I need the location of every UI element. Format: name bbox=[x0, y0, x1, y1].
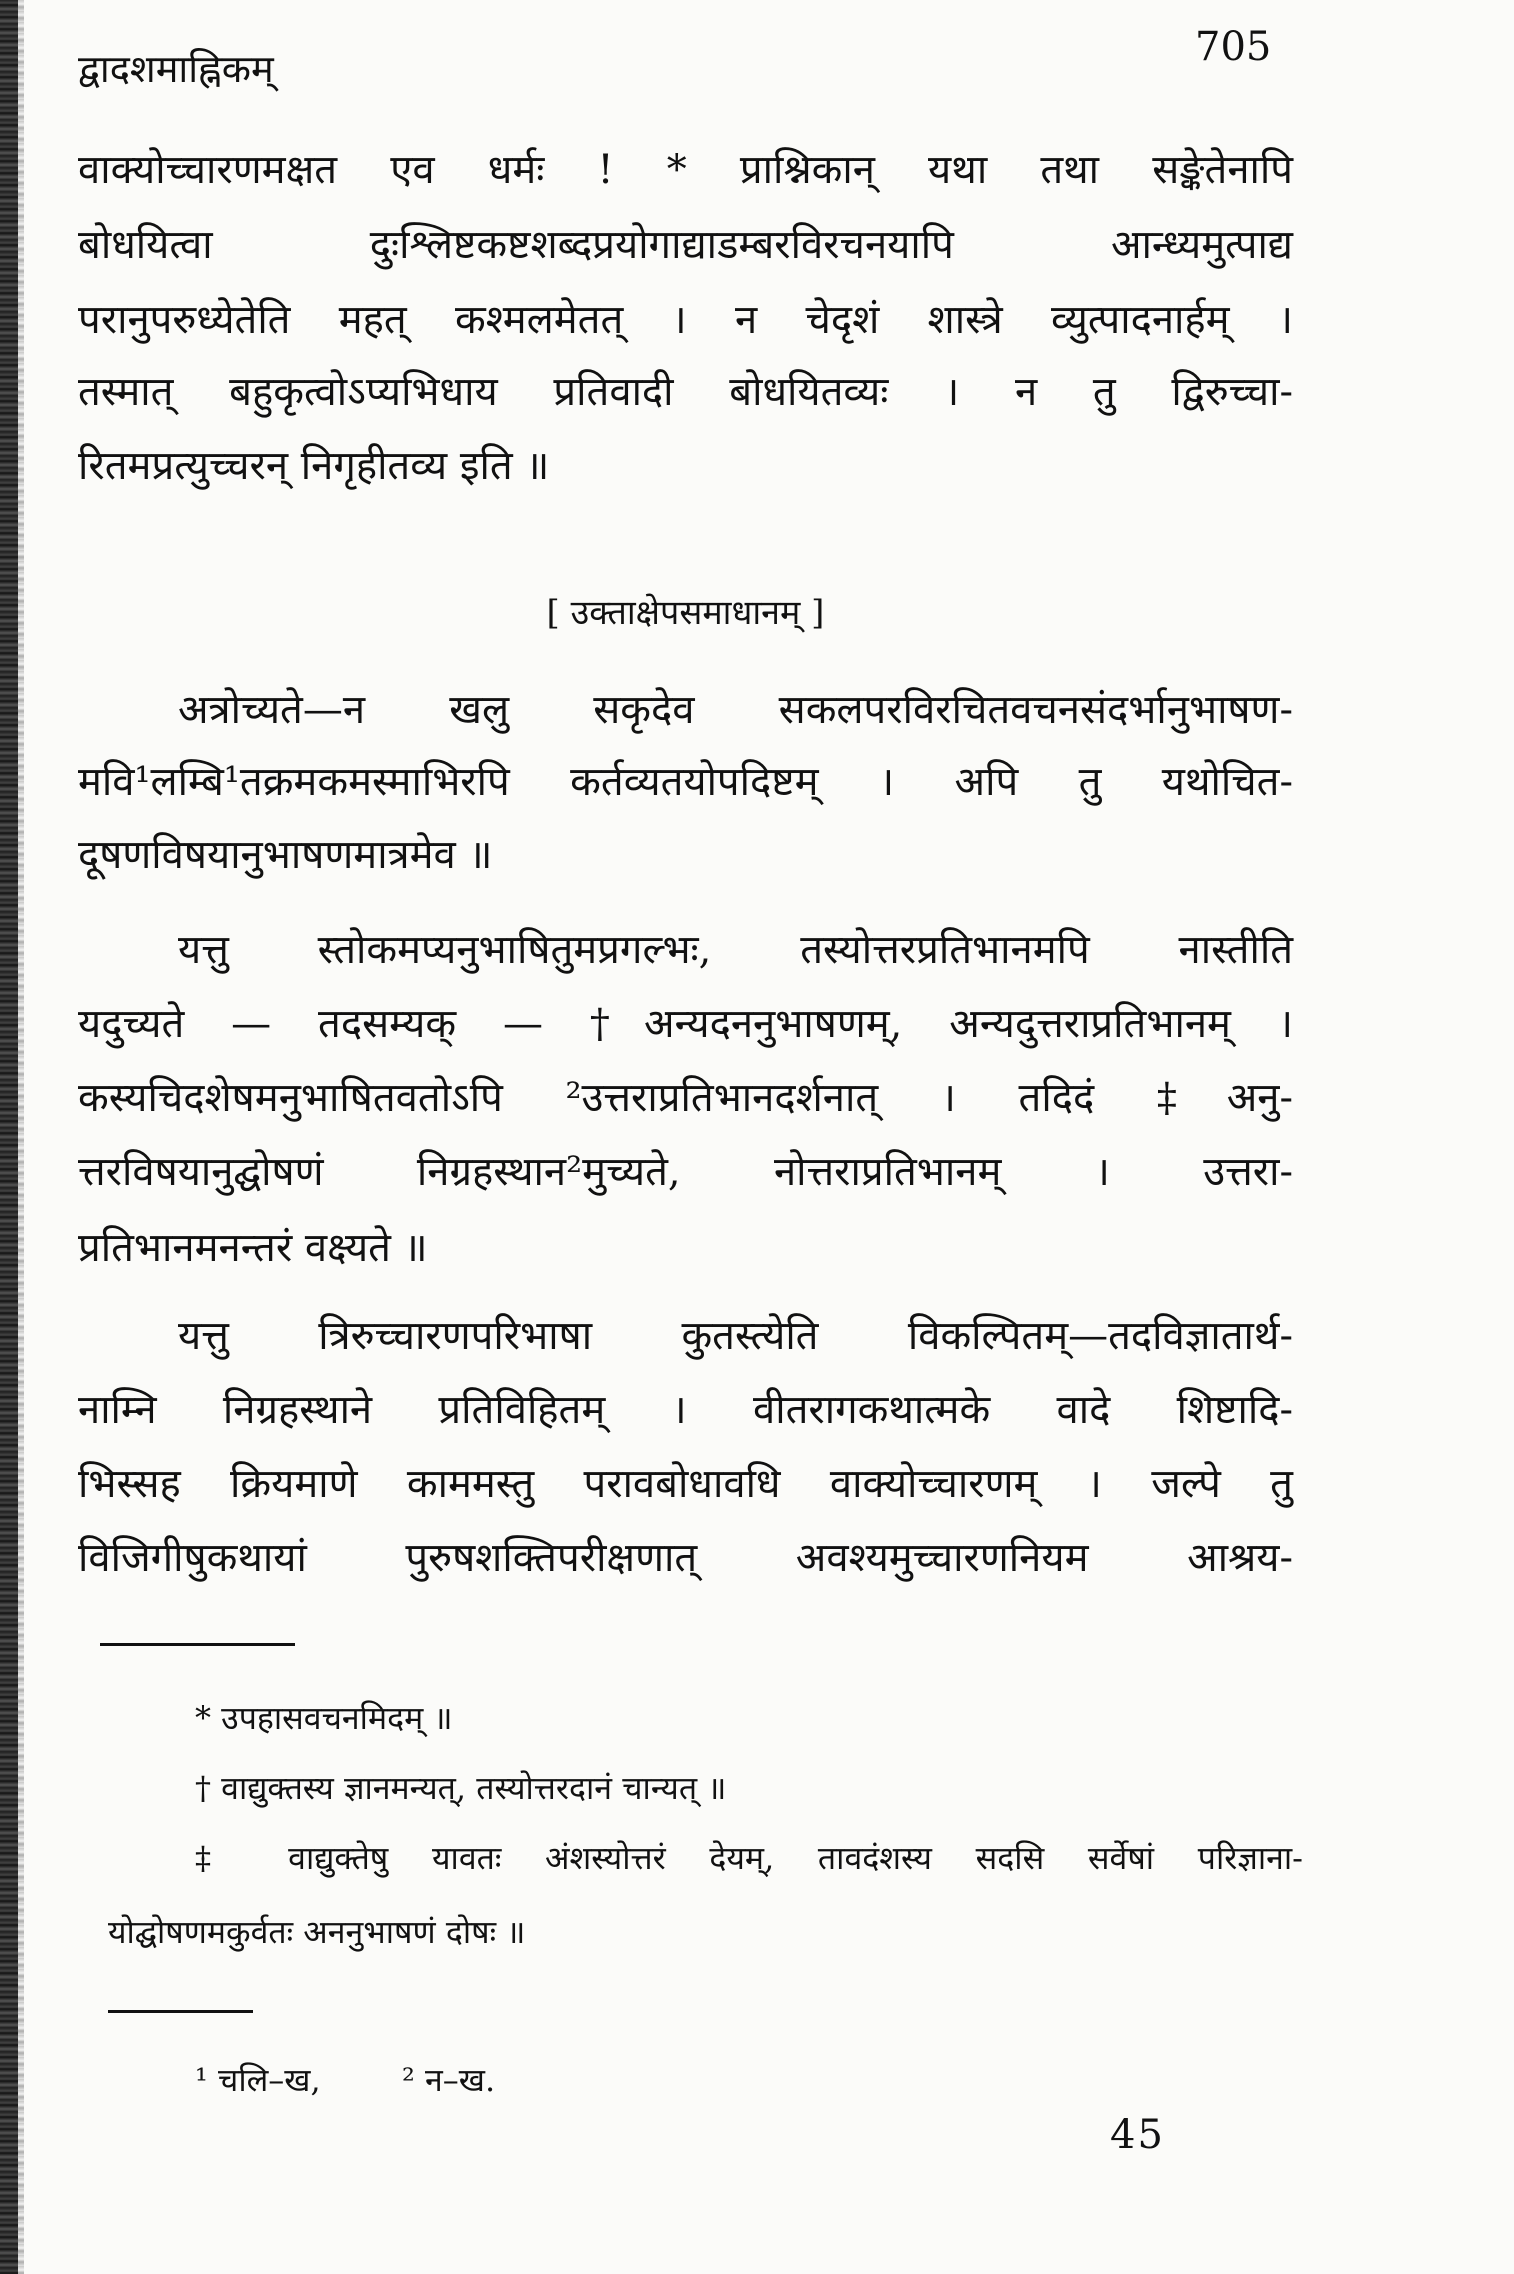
text-line: मवि¹लम्बि¹तक्रमकमस्माभिरपि कर्तव्यतयोपदिष्टम् । अपि तु यथोचित- bbox=[78, 759, 1293, 805]
text-line: बोधयित्वा दुःश्लिष्टकष्टशब्दप्रयोगाद्याडम्बरविरचनयापि आन्ध्यमुत्पाद्य bbox=[78, 222, 1293, 268]
text-line: यदुच्यते — तदसम्यक् — †अन्यदननुभाषणम्, अन्यदुत्तराप्रतिभानम् । bbox=[78, 1001, 1293, 1047]
variant-rule bbox=[108, 2010, 253, 2013]
footnote: योद्घोषणमकुर्वतः अननुभाषणं दोषः ॥ bbox=[108, 1913, 526, 1951]
text-line: वाक्योच्चारणमक्षत एव धर्मः ! * प्राश्निकान् यथा तथा सङ्केतेनापि bbox=[78, 147, 1293, 193]
text-line: अत्रोच्यते—न खलु सकृदेव सकलपरविरचितवचनसंदर्भानुभाषण- bbox=[178, 687, 1293, 733]
running-title: द्वादशमाह्निकम् bbox=[78, 47, 274, 91]
text-line: नाम्नि निग्रहस्थाने प्रतिविहितम् । वीतरागकथात्मके वादे शिष्टादि- bbox=[78, 1387, 1293, 1433]
text-line: रितमप्रत्युच्चरन् निगृहीतव्य इति ॥ bbox=[78, 443, 550, 489]
text-line: दूषणविषयानुभाषणमात्रमेव ॥ bbox=[78, 832, 493, 878]
footnote: ‡ वाद्युक्तेषु यावतः अंशस्योत्तरं देयम्, तावदंशस्य सदसि सर्वेषां परिज्ञाना- bbox=[195, 1839, 1303, 1877]
variant-readings: ¹ चलि–ख, ² न–ख. bbox=[195, 2061, 496, 2099]
text-line: तस्मात् बहुकृत्वोऽप्यभिधाय प्रतिवादी बोधयितव्यः । न तु द्विरुच्चा- bbox=[78, 369, 1293, 415]
text-line: प्रतिभानमनन्तरं वक्ष्यते ॥ bbox=[78, 1225, 428, 1271]
text-line: परानुपरुध्येतेति महत् कश्मलमेतत् । न चेदृशं शास्त्रे व्युत्पादनार्हम् । bbox=[78, 297, 1293, 343]
footnote: * उपहासवचनमिदम् ॥ bbox=[195, 1699, 453, 1737]
page-number: 705 bbox=[1195, 24, 1272, 70]
book-binding-shadow bbox=[18, 0, 24, 2274]
text-line: यत्तु त्रिरुच्चारणपरिभाषा कुतस्त्येति विकल्पितम्—तदविज्ञातार्थ- bbox=[178, 1313, 1293, 1359]
sheet-signature-number: 45 bbox=[1110, 2112, 1165, 2158]
text-line: कस्यचिदशेषमनुभाषितवतोऽपि ²उत्तराप्रतिभानदर्शनात् । तदिदं ‡अनु- bbox=[78, 1075, 1293, 1121]
text-line: भिस्सह क्रियमाणे काममस्तु परावबोधावधि वाक्योच्चारणम् । जल्पे तु bbox=[78, 1461, 1293, 1507]
text-line: यत्तु स्तोकमप्यनुभाषितुमप्रगल्भः, तस्योत्तरप्रतिभानमपि नास्तीति bbox=[178, 927, 1293, 973]
book-binding-edge bbox=[0, 0, 18, 2274]
footnote: † वाद्युक्तस्य ज्ञानमन्यत्, तस्योत्तरदानं चान्यत् ॥ bbox=[195, 1769, 727, 1807]
text-line: त्तरविषयानुद्घोषणं निग्रहस्थान²मुच्यते, नोत्तराप्रतिभानम् । उत्तरा- bbox=[78, 1149, 1293, 1195]
section-heading: [ उक्ताक्षेपसमाधानम् ] bbox=[546, 593, 825, 633]
footnote-rule bbox=[100, 1643, 295, 1646]
text-line: विजिगीषुकथायां पुरुषशक्तिपरीक्षणात् अवश्यमुच्चारणनियम आश्रय- bbox=[78, 1535, 1293, 1581]
